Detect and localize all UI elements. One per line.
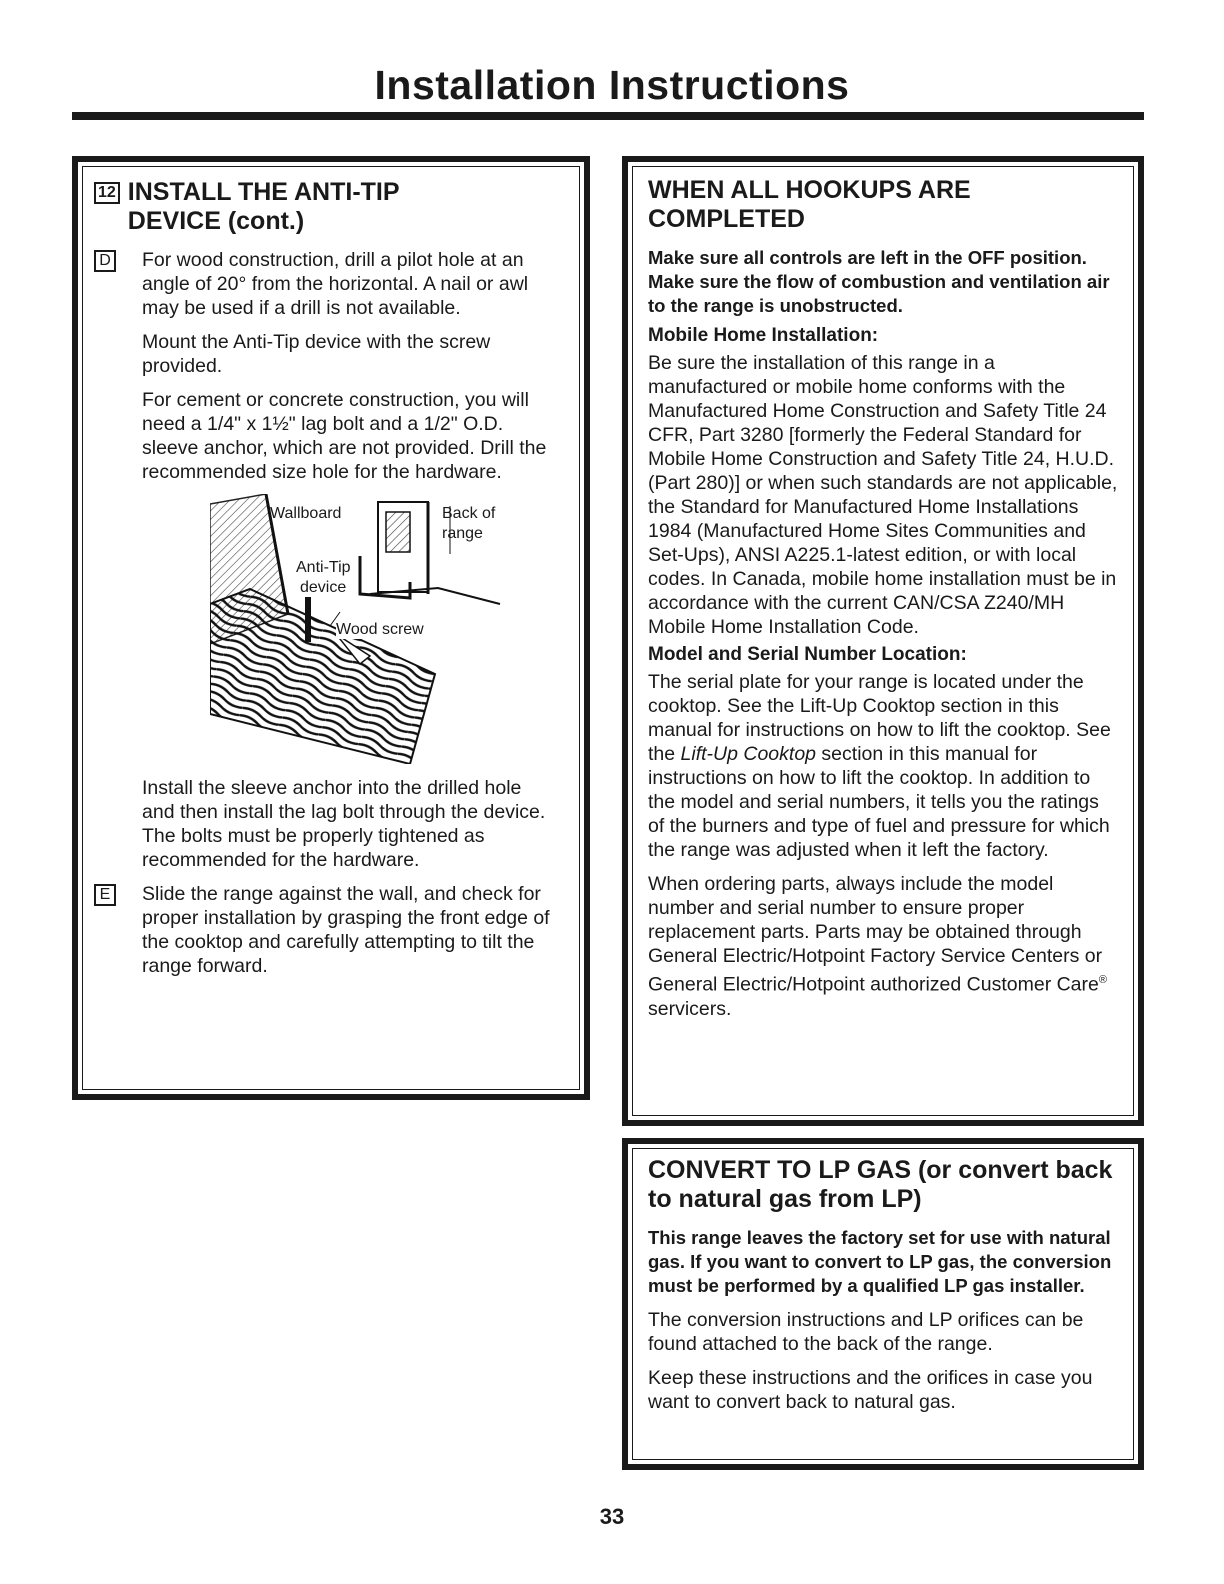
parts-text-a: When ordering parts, always include the model number and serial number to ensure proper replacement parts. Parts may be obtained through General Electric/Hotpoint Factory Service Centers or General Electric/Hotpoint authorized Customer Care	[648, 873, 1103, 996]
floor-shape	[210, 589, 435, 764]
label-anti-tip-2: device	[300, 579, 347, 596]
serial-text	[648, 670, 1118, 862]
parts-text-b: servicers.	[648, 997, 732, 1020]
hookups-warning: Make sure all controls are left in the OFF position. Make sure the flow of combustion and ventilation air to the range is unobstructed.	[648, 247, 1110, 316]
page-title: Installation Instructions	[374, 62, 850, 108]
step-d-letter: D	[94, 250, 116, 272]
step-d-p2: Mount the Anti-Tip device with the screw provided.	[142, 331, 491, 377]
anti-tip-figure	[210, 494, 510, 764]
hookups-heading: WHEN ALL HOOKUPS ARE COMPLETED	[648, 176, 971, 233]
serial-text-b: section in this manual for instructions on how to lift the cooktop. In addition to the model and serial numbers, it tells you the ratings of the burners and type of fuel and pressure for which the range was adjusted when it left the factory.	[648, 743, 1110, 861]
hookups-panel	[622, 156, 1144, 1126]
lp-heading: CONVERT TO LP GAS (or convert back to natural gas from LP)	[648, 1156, 1113, 1213]
step-d	[94, 248, 556, 872]
step-e	[94, 882, 556, 978]
step-e-p1: Slide the range against the wall, and check for proper installation by grasping the front edge of the cooktop and carefully attempting to tilt the range forward.	[142, 883, 550, 977]
step-e-letter: E	[94, 884, 116, 906]
lp-p1: The conversion instructions and LP orifices can be found attached to the back of the range.	[648, 1309, 1084, 1355]
mobile-home-heading: Mobile Home Installation:	[648, 325, 879, 346]
mobile-home-text: Be sure the installation of this range in a manufactured or mobile home conforms with the Manufactured Home Construction and Safety Title 24 CFR, Part 3280 [formerly the Federal Standard for Mobile Home Construction and Safety Title 24, H.U.D. (Part 280)] or when such standards are not applicable, the Standard for Manufactured Home Installations 1984 (Manufactured Home Sites Communities and Set-Ups), ANSI A225.1-latest edition, or with local codes. In Canada, mobile home installation must be in accordance with the current CAN/CSA Z240/MH Mobile Home Installation Code.	[648, 352, 1118, 638]
serial-heading: Model and Serial Number Location:	[648, 644, 967, 665]
lp-p2: Keep these instructions and the orifices in case you want to convert back to natural gas.	[648, 1367, 1093, 1413]
serial-text-a: The serial plate for your range is located under the cooktop. See the Lift-Up Cooktop section in this manual for instructions on how to lift the cooktop. See the	[648, 671, 1111, 765]
label-wood-screw: Wood screw	[336, 621, 424, 638]
step-number-badge: 12	[94, 182, 120, 204]
lp-warning: This range leaves the factory set for use with natural gas. If you want to convert to LP gas, the conversion must be performed by a qualified LP gas installer.	[648, 1227, 1112, 1296]
step-d-p4: Install the sleeve anchor into the drilled hole and then install the lag bolt through the device. The bolts must be properly tightened as recommended for the hardware.	[142, 777, 546, 871]
anti-tip-panel	[72, 156, 590, 1100]
step-d-p3: For cement or concrete construction, you will need a 1/4" x 1½" lag bolt and a 1/2" O.D. sleeve anchor, which are not provided. Drill the recommended size hole for the hardware.	[142, 389, 547, 483]
page-number: 33	[599, 1504, 625, 1529]
anti-tip-heading: INSTALL THE ANTI-TIP DEVICE (cont.)	[127, 178, 400, 235]
label-wallboard: Wallboard	[270, 505, 342, 522]
label-back-of-range-2: range	[442, 525, 483, 542]
title-rule	[72, 112, 1144, 120]
parts-text	[648, 872, 1118, 1021]
label-back-of-range-1: Back of	[442, 505, 496, 522]
label-anti-tip-1: Anti-Tip	[296, 559, 351, 576]
serial-text-italic: Lift-Up Cooktop	[680, 743, 817, 765]
lp-panel	[622, 1138, 1144, 1470]
anti-tip-heading-row	[94, 178, 556, 236]
registered-mark: ®	[1098, 974, 1107, 986]
step-d-p1: For wood construction, drill a pilot hole at an angle of 20° from the horizontal. A nail or awl may be used if a drill is not available.	[142, 249, 529, 319]
